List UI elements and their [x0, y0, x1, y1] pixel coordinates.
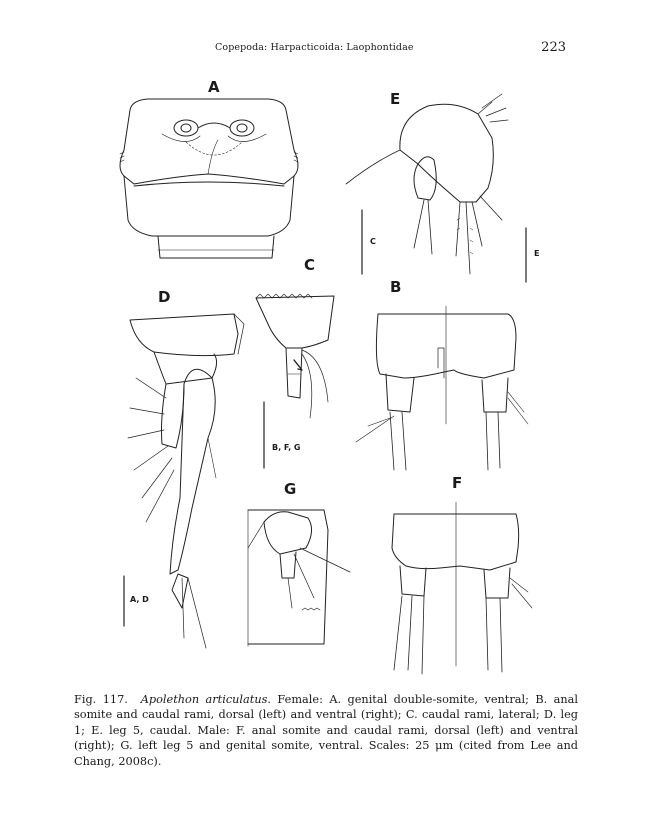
drawing-e-leg5: [346, 90, 508, 274]
scale-label-bfg: B, F, G: [272, 443, 301, 452]
drawing-c-caudal-ramus: [256, 294, 334, 418]
scale-label-ad: A, D: [130, 595, 149, 604]
running-head: [0, 42, 652, 58]
panel-label-e: E: [390, 90, 401, 108]
panel-label-b: B: [390, 278, 402, 296]
drawing-g-leg5-genital: [248, 510, 350, 646]
panel-label-c: C: [304, 256, 316, 274]
caption-text: . Female: A. genital double-somite, ventral; B. anal somite and caudal rami, dorsal (left) and ventral (right); C. caudal rami, lateral; D. leg 1; E. leg 5, caudal. Male: F. anal somite and caudal rami, dorsal (left) and ventral (right); G. left leg 5 and genital somite, ventral. Scales: 25 μm (cited from Lee and Chang, 2008c).: [74, 693, 578, 768]
panel-label-a: A: [208, 78, 220, 96]
drawing-f-anal-somite: [392, 502, 532, 674]
scale-label-c: C: [370, 237, 376, 246]
caption-species: Apolethon articulatus: [140, 693, 268, 706]
panel-label-d: D: [158, 288, 171, 306]
figure-drawings: [88, 78, 574, 678]
figure-plate: [88, 78, 574, 678]
figure-caption: [74, 692, 578, 769]
panel-label-f: F: [452, 474, 463, 492]
drawing-a-genital-somite: [120, 99, 298, 258]
scale-label-e: E: [534, 249, 540, 258]
running-title: Copepoda: Harpacticoida: Laophontidae: [215, 42, 414, 53]
page-number: 223: [541, 40, 566, 55]
drawing-b-anal-somite: [356, 306, 528, 470]
caption-fig-number: Fig. 117.: [74, 693, 128, 706]
panel-label-g: G: [284, 480, 297, 498]
